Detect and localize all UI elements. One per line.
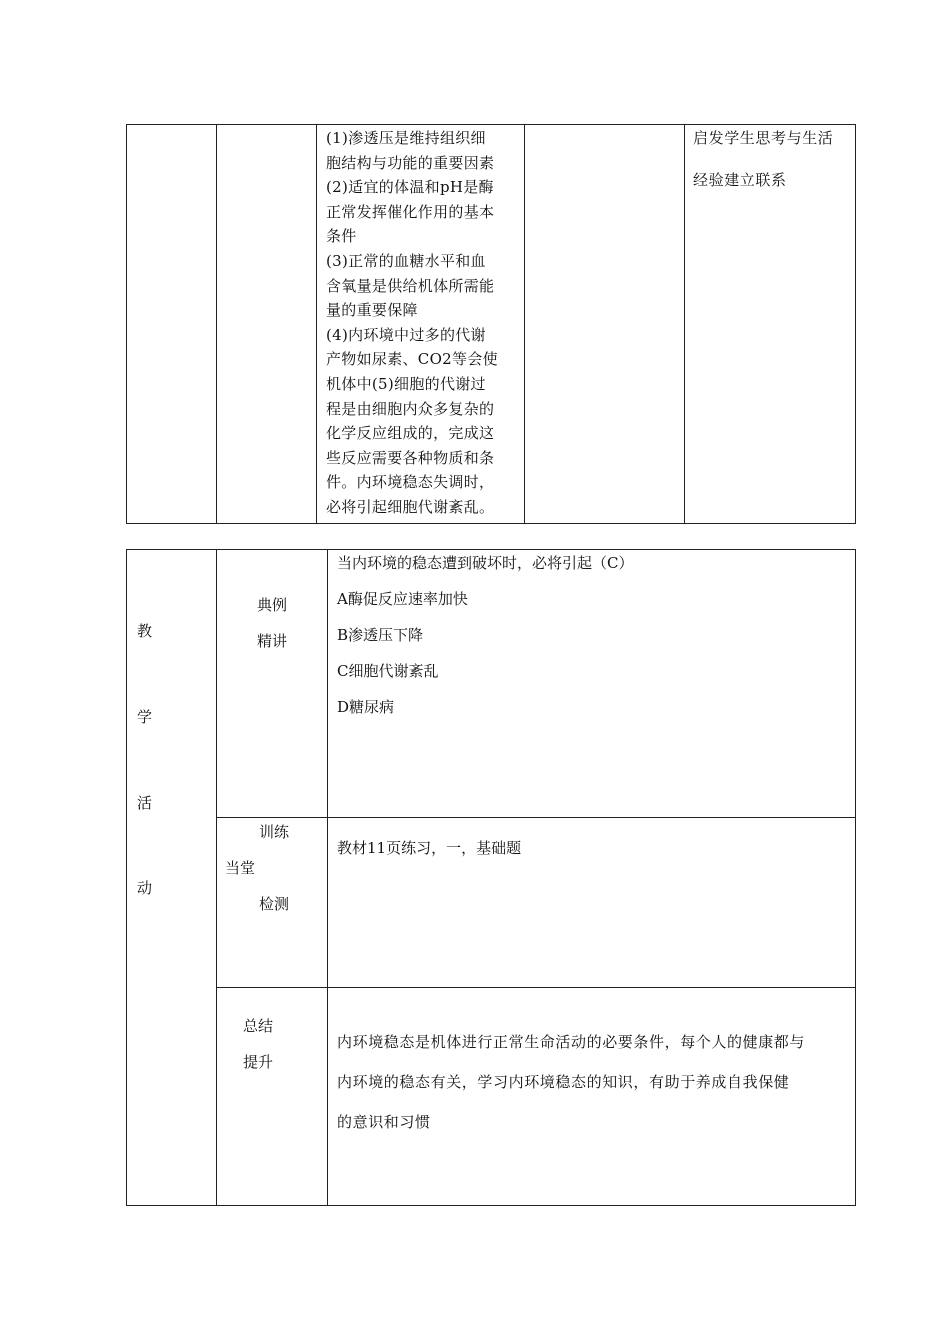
activity-table [126, 549, 856, 1206]
content-line: 条件 [326, 227, 357, 246]
example-label-line: 典例 [257, 596, 288, 614]
content-line: 正常发挥催化作用的基本 [326, 202, 495, 221]
example-label-line: 精讲 [257, 632, 288, 650]
content-line: 含氧量是供给机体所需能 [326, 276, 495, 295]
summary-line: 的意识和习惯 [337, 1113, 431, 1131]
content-line: 产物如尿素、CO2等会使 [326, 350, 498, 369]
practice-label-line: 训练 [259, 823, 290, 841]
content-line: 胞结构与功能的重要因素 [326, 153, 495, 172]
content-line: (4)内环境中过多的代谢 [326, 325, 486, 344]
summary-label [243, 1014, 273, 1074]
example-option: B渗透压下降 [337, 626, 424, 644]
example-question: 当内环境的稳态遭到破坏时，必将引起（C） [337, 554, 634, 572]
purpose-line: 经验建立联系 [693, 171, 787, 189]
column-divider [216, 125, 217, 523]
purpose-cell [693, 125, 833, 193]
summary-label-line: 提升 [243, 1053, 274, 1071]
content-line: 些反应需要各种物质和条 [326, 448, 495, 467]
summary-content [337, 1022, 805, 1142]
column-divider [216, 550, 217, 1205]
example-option: D糖尿病 [337, 698, 395, 716]
column-divider [524, 125, 525, 523]
content-line: 必将引起细胞代谢紊乱。 [326, 497, 495, 516]
side-char: 学 [137, 708, 153, 726]
content-line: 机体中(5)细胞的代谢过 [326, 374, 486, 393]
practice-label-line: 当堂 [225, 859, 256, 877]
column-divider [316, 125, 317, 523]
side-char: 教 [137, 622, 153, 640]
example-option: A酶促反应速率加快 [337, 590, 468, 608]
content-line: (3)正常的血糖水平和血 [326, 251, 486, 270]
content-line: (1)渗透压是维持组织细 [326, 129, 486, 147]
purpose-line: 启发学生思考与生活 [693, 129, 834, 147]
side-char: 动 [137, 879, 153, 897]
column-divider [327, 550, 328, 1205]
content-line: 量的重要保障 [326, 301, 418, 320]
example-option: C细胞代谢紊乱 [337, 662, 439, 680]
content-line: (2)适宜的体温和pH是酶 [326, 178, 494, 197]
content-cell [326, 126, 498, 520]
content-line: 化学反应组成的，完成这 [326, 424, 495, 443]
content-line: 程是由细胞内众多复杂的 [326, 399, 495, 418]
column-divider [684, 125, 685, 523]
practice-content: 教材11页练习，一，基础题 [337, 839, 522, 857]
practice-label-line: 检测 [259, 895, 290, 913]
content-table-top [126, 124, 856, 524]
summary-line: 内环境稳态是机体进行正常生命活动的必要条件，每个人的健康都与 [337, 1033, 806, 1051]
content-line: 件。内环境稳态失调时， [326, 473, 495, 492]
summary-line: 内环境的稳态有关，学习内环境稳态的知识，有助于养成自我保健 [337, 1073, 790, 1091]
summary-label-line: 总结 [243, 1017, 274, 1035]
row-divider [216, 817, 855, 818]
example-label [257, 593, 287, 653]
side-char: 活 [137, 794, 153, 812]
example-content [337, 545, 633, 725]
row-divider [216, 987, 855, 988]
